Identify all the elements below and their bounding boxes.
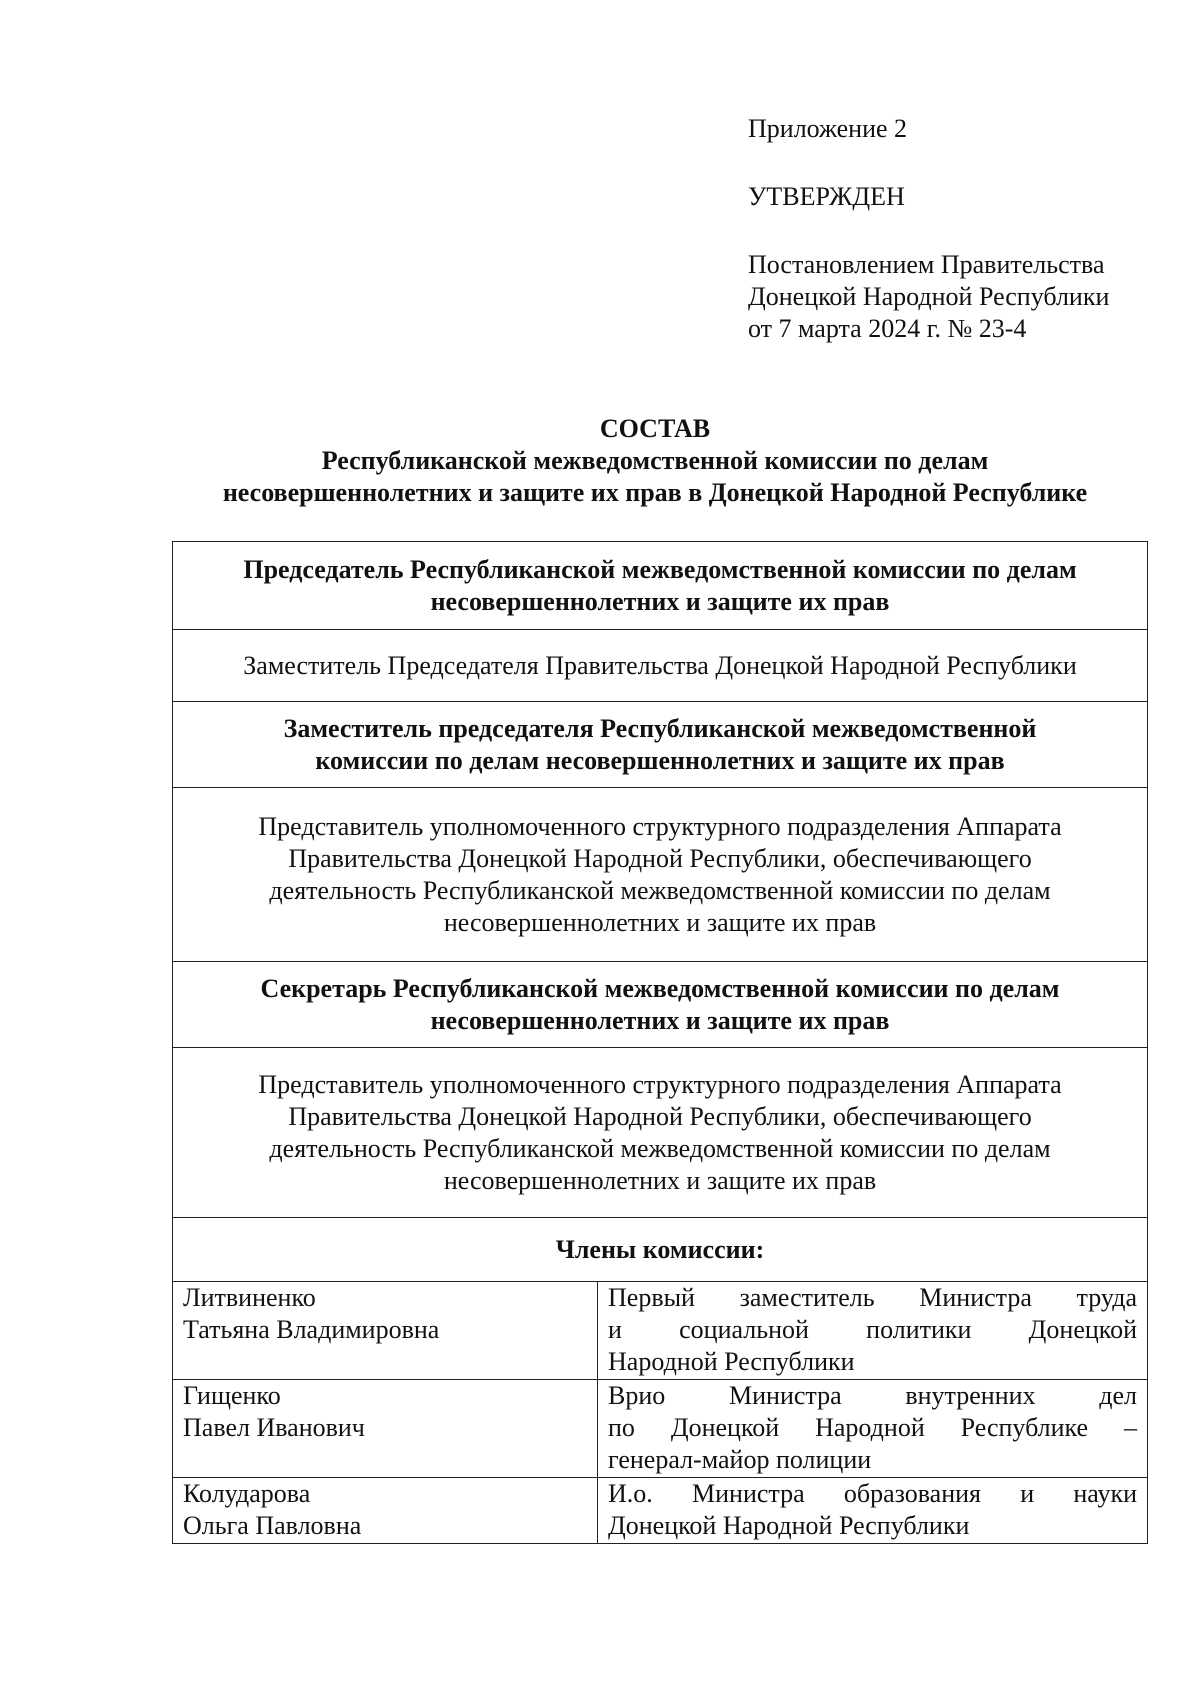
secretary-holder-line: несовершеннолетних и защите их прав — [443, 1165, 877, 1195]
secretary-holder-line: Представитель уполномоченного структурного подразделения Аппарата — [258, 1069, 1062, 1099]
table-row — [173, 702, 1148, 788]
deputy-holder-line: деятельность Республиканской межведомственной комиссии по делам — [269, 875, 1051, 905]
table-row — [173, 1218, 1148, 1282]
secretary-role-line: Секретарь Республиканской межведомственной комиссии по делам — [260, 973, 1060, 1003]
decree-line: Донецкой Народной Республики — [748, 282, 1110, 311]
secretary-holder-line: Правительства Донецкой Народной Республики, обеспечивающего — [288, 1101, 1032, 1131]
table-row — [173, 630, 1148, 702]
members-heading-cell — [173, 1218, 1148, 1282]
member-position-line: Первый заместитель Министра труда — [608, 1283, 1138, 1312]
secretary-role-cell — [173, 962, 1148, 1048]
members-heading: Члены комиссии: — [555, 1234, 765, 1264]
member-row — [173, 1478, 1148, 1544]
member-position-line: Врио Министра внутренних дел — [608, 1381, 1138, 1410]
composition-table — [172, 541, 1148, 1544]
member-position-line: Народной Республики — [608, 1347, 855, 1376]
member-surname: Гищенко — [183, 1381, 281, 1410]
secretary-holder-line: деятельность Республиканской межведомственной комиссии по делам — [269, 1133, 1051, 1163]
deputy-holder-cell — [173, 788, 1148, 962]
approved-label: УТВЕРЖДЕН — [748, 182, 905, 211]
chairman-role-line: несовершеннолетних и защите их прав — [430, 586, 890, 616]
member-given-name: Ольга Павловна — [183, 1511, 362, 1540]
member-name-cell — [173, 1478, 598, 1544]
table-row — [173, 1048, 1148, 1218]
table-row — [173, 962, 1148, 1048]
member-position-cell — [598, 1478, 1148, 1544]
chairman-holder-cell — [173, 630, 1148, 702]
annex-label: Приложение 2 — [748, 114, 908, 143]
deputy-role-line: комиссии по делам несовершеннолетних и защите их прав — [315, 745, 1005, 775]
approval-block — [748, 113, 1168, 345]
member-position-line: по Донецкой Народной Республике – — [608, 1413, 1138, 1442]
deputy-role-cell — [173, 702, 1148, 788]
table-row — [173, 542, 1148, 630]
member-position-line: Донецкой Народной Республики — [608, 1511, 970, 1540]
chairman-role-cell — [173, 542, 1148, 630]
deputy-holder-line: несовершеннолетних и защите их прав — [443, 907, 877, 937]
member-name-cell — [173, 1380, 598, 1478]
member-position-line: генерал-майор полиции — [608, 1445, 872, 1474]
member-name-cell — [173, 1282, 598, 1380]
secretary-role-line: несовершеннолетних и защите их прав — [430, 1005, 890, 1035]
member-surname: Колударова — [183, 1479, 311, 1508]
decree-line: Постановлением Правительства — [748, 250, 1105, 279]
member-position-cell — [598, 1282, 1148, 1380]
title-subtitle-line: несовершеннолетних и защите их прав в Донецкой Народной Республике — [222, 478, 1088, 507]
member-given-name: Татьяна Владимировна — [183, 1315, 440, 1344]
member-position-cell — [598, 1380, 1148, 1478]
member-row — [173, 1380, 1148, 1478]
chairman-holder-line: Заместитель Председателя Правительства Донецкой Народной Республики — [243, 650, 1077, 680]
member-surname: Литвиненко — [183, 1283, 316, 1312]
deputy-holder-line: Правительства Донецкой Народной Республики, обеспечивающего — [288, 843, 1032, 873]
member-position-line: И.о. Министра образования и науки — [608, 1479, 1138, 1508]
chairman-role-line: Председатель Республиканской межведомственной комиссии по делам — [243, 554, 1077, 584]
deputy-role-line: Заместитель председателя Республиканской межведомственной — [283, 713, 1037, 743]
secretary-holder-cell — [173, 1048, 1148, 1218]
document-title — [150, 413, 1160, 509]
title-heading: СОСТАВ — [599, 414, 711, 443]
title-subtitle-line: Республиканской межведомственной комиссии по делам — [321, 446, 989, 475]
decree-line: от 7 марта 2024 г. № 23-4 — [748, 314, 1027, 343]
member-given-name: Павел Иванович — [183, 1413, 365, 1442]
table-row — [173, 788, 1148, 962]
deputy-holder-line: Представитель уполномоченного структурного подразделения Аппарата — [258, 811, 1062, 841]
member-position-line: и социальной политики Донецкой — [608, 1315, 1138, 1344]
member-row — [173, 1282, 1148, 1380]
